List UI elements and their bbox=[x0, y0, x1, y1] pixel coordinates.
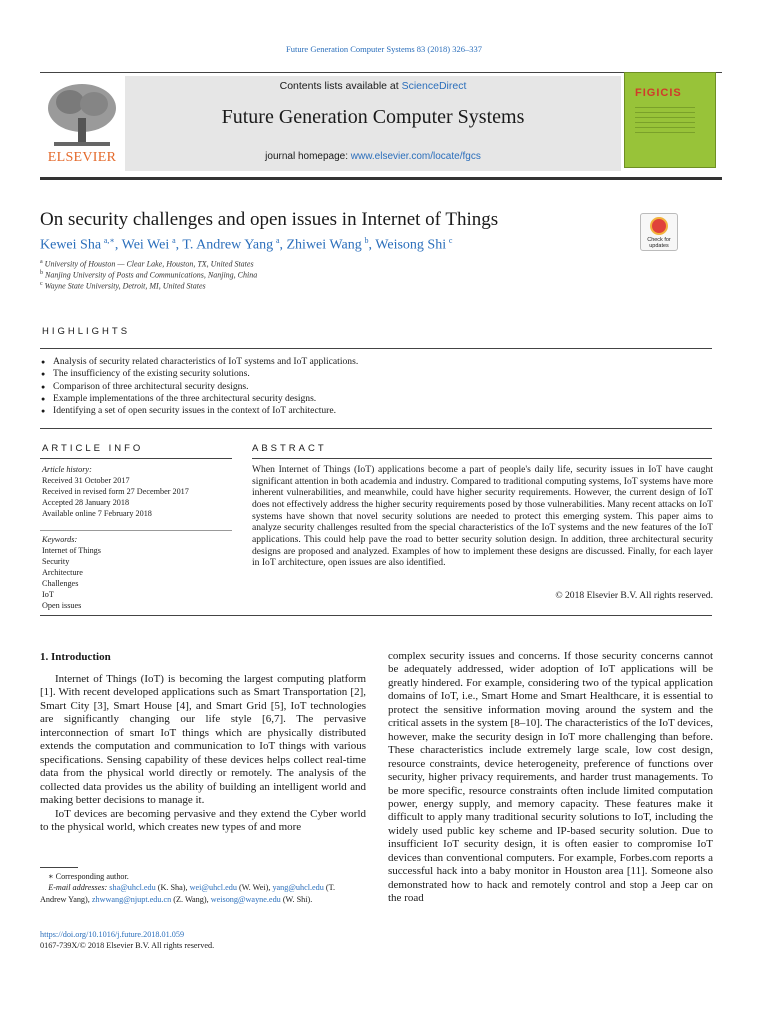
check-for-updates-badge[interactable] bbox=[640, 213, 678, 251]
highlights-rule bbox=[40, 348, 712, 349]
email-owner: (Z. Wang), bbox=[173, 894, 209, 904]
affiliation bbox=[40, 270, 257, 280]
highlights-list bbox=[40, 356, 358, 417]
article-title: On security challenges and open issues in Internet of Things bbox=[40, 209, 499, 230]
email-owner: (W. Wei), bbox=[238, 883, 271, 892]
history-label: Article history: bbox=[42, 465, 92, 474]
front-matter-rule bbox=[40, 615, 712, 616]
contents-available bbox=[125, 80, 621, 92]
affiliation bbox=[40, 281, 206, 291]
paragraph: complex security issues and concerns. If those security concerns cannot be adequately addressed, wider adoption of IoT applications will be greatly hindered. For example, considering two of the typical application domains of IoT, i.e., Smart Home and Smart Healthcare, it is essential to protect the sensitive information moving around the system and the critical assets in the system [8–10]. The characteristics of the IoT devices, however, make the security design in IoT more challenging than before. These characteristics include extremely large scale, low cost design, resource constraints, device heterogeneity, preference of functions over security, higher privacy requirements, and harder trust managements. To be more specific, resource constraints often include limited computation power, energy supply, and memory capacity. These features make it difficult to apply many traditional security solutions to IoT, including the widely used public key scheme and IP-based security solution. Due to insufficient IoT security design, it is often easier to compromise IoT devices than conventional computers. For example, Forbes.com reports a successful hack into a baby monitor in Houston area [11]. Someone also demonstrated how to hack and remotely control and stop a Jeep car on the road bbox=[388, 650, 713, 905]
author-affil-mark[interactable]: c bbox=[448, 236, 453, 245]
email-owner: (K. Sha), bbox=[157, 883, 188, 892]
journal-name: Future Generation Computer Systems bbox=[221, 106, 525, 128]
homepage-link[interactable]: www.elsevier.com/locate/fgcs bbox=[350, 151, 481, 162]
author-name[interactable]: Zhiwei Wang bbox=[286, 237, 362, 253]
list-item: ● The insufficiency of the existing security solutions. bbox=[40, 368, 358, 380]
issn-copyright: 0167-739X/© 2018 Elsevier B.V. All rights reserved. bbox=[40, 941, 215, 950]
sciencedirect-link[interactable]: ScienceDirect bbox=[401, 80, 467, 92]
keywords bbox=[42, 534, 101, 611]
corresponding-author-note: ∗ Corresponding author. bbox=[48, 872, 129, 881]
affil-mark: c bbox=[40, 281, 43, 287]
author-name[interactable]: Weisong Shi bbox=[375, 237, 447, 253]
email-link[interactable]: zhwwang@njupt.edu.cn bbox=[91, 894, 172, 904]
keywords-rule bbox=[40, 530, 232, 531]
email-link[interactable]: sha@uhcl.edu bbox=[109, 883, 156, 892]
doi-link[interactable]: https://doi.org/10.1016/j.future.2018.01.059 bbox=[40, 930, 185, 939]
cover-title: FIGICIS bbox=[635, 87, 682, 99]
homepage-prefix: journal homepage: bbox=[265, 151, 351, 162]
affiliation bbox=[40, 259, 254, 269]
article-history bbox=[42, 464, 189, 519]
affil-text: Nanjing University of Posts and Communications, Nanjing, China bbox=[45, 270, 258, 280]
affil-text: Wayne State University, Detroit, MI, United States bbox=[44, 281, 206, 291]
cover-decoration bbox=[635, 107, 695, 137]
history-entry: Available online 7 February 2018 bbox=[42, 509, 152, 518]
check-updates-label: Check for updates bbox=[647, 237, 671, 249]
keyword: Challenges bbox=[42, 579, 79, 588]
list-item: ● Analysis of security related characteristics of IoT systems and IoT applications. bbox=[40, 356, 358, 368]
author-name[interactable]: Kewei Sha bbox=[40, 237, 102, 253]
header-bottom-rule bbox=[40, 177, 722, 180]
right-column bbox=[388, 650, 713, 906]
publisher-wordmark: ELSEVIER bbox=[47, 150, 117, 165]
keyword: Architecture bbox=[42, 568, 83, 577]
author-name[interactable]: T. Andrew Yang bbox=[182, 237, 274, 253]
keyword: Security bbox=[42, 557, 70, 566]
left-column bbox=[40, 673, 366, 834]
affil-text: University of Houston — Clear Lake, Houston, TX, United States bbox=[44, 259, 254, 269]
email-link[interactable]: wei@uhcl.edu bbox=[189, 883, 237, 892]
contents-prefix: Contents lists available at bbox=[279, 80, 402, 92]
author-affil-mark[interactable]: b bbox=[364, 236, 369, 245]
update-icon bbox=[650, 217, 668, 235]
abstract-rule bbox=[252, 458, 712, 459]
paragraph: Internet of Things (IoT) is becoming the largest computing platform [1]. With recent developed applications such as Smart Transportation [2], Smart City [3], Smart House [4], and Smart Grid [5], IoT technologies are significantly changing our life style [6,7]. The pervasive interconnection of smart IoT things which are physically distributed extends the computation and communication to IoT things with various specifications. Sensing capability of these devices helps collect real-time data from the physical world directly or remotely. The analysis of the collected data provides us the ability of building an intelligent world and making better decisions to manage it. bbox=[40, 673, 366, 807]
list-item: ● Example implementations of the three architectural security designs. bbox=[40, 393, 358, 405]
author-affil-mark[interactable]: a bbox=[172, 236, 176, 245]
author-list: Kewei Sha $^{a,∗}$, Wei Wei $^a$, T. Andrew Yang $^a$, Zhiwei Wang $^b$, Weisong Shi $^c$ bbox=[40, 236, 453, 253]
highlights-heading: HIGHLIGHTS bbox=[42, 326, 131, 337]
journal-homepage bbox=[125, 151, 621, 162]
keyword: Open issues bbox=[42, 601, 82, 610]
abstract-copyright: © 2018 Elsevier B.V. All rights reserved. bbox=[555, 590, 713, 601]
author-affil-mark[interactable]: a,∗ bbox=[103, 236, 115, 245]
list-item: ● Comparison of three architectural security designs. bbox=[40, 381, 358, 393]
highlights-bottom-rule bbox=[40, 428, 712, 429]
list-item: ● Identifying a set of open security issues in the context of IoT architecture. bbox=[40, 405, 358, 417]
abstract-heading: ABSTRACT bbox=[252, 443, 327, 454]
email-addresses bbox=[40, 882, 360, 905]
email-owner: (W. Shi). bbox=[282, 894, 313, 904]
paragraph: IoT devices are becoming pervasive and they extend the Cyber world to the physical world, which creates new types of and more bbox=[40, 807, 366, 833]
author-name[interactable]: Wei Wei bbox=[121, 237, 170, 253]
email-owner: (T. Andrew Yang), bbox=[40, 883, 336, 904]
author-affil-mark[interactable]: a bbox=[275, 236, 280, 245]
abstract-text: When Internet of Things (IoT) applications become a part of people's daily life, security issues in IoT have caught significant attention in both academia and industry. Compared to traditional computing systems, IoT systems have more inherent vulnerabilities, and meanwhile, could have higher security requirements. However, the current design of IoT does not effectively address the higher security requirements posed by those vulnerabilities. Many recent attacks on IoT systems have shown that novel security solutions are needed to protect this emerging system. This paper aims to analyze security challenges resulted from the special characteristics of the IoT systems and the new features of the IoT applications. This could help pave the road to better security solution design. In addition, three architectural security designs are proposed and analyzed. Examples of how to implement these designs are discussed. Finally, for each layer in IoT architecture, open issues are also identified. bbox=[252, 464, 713, 569]
history-entry: Received in revised form 27 December 2017 bbox=[42, 487, 189, 496]
article-info-rule bbox=[40, 458, 232, 459]
history-entry: Accepted 28 January 2018 bbox=[42, 498, 130, 507]
journal-cover-thumbnail[interactable] bbox=[624, 72, 716, 168]
affil-mark: a bbox=[40, 259, 43, 265]
keywords-label: Keywords: bbox=[42, 535, 78, 544]
email-label: E-mail addresses: bbox=[48, 883, 108, 892]
header-top-rule bbox=[40, 72, 722, 73]
history-entry: Received 31 October 2017 bbox=[42, 476, 130, 485]
affil-mark: b bbox=[40, 270, 43, 276]
section-heading: 1. Introduction bbox=[40, 651, 111, 663]
email-link[interactable]: weisong@wayne.edu bbox=[210, 894, 281, 904]
keyword: IoT bbox=[42, 590, 54, 599]
keyword: Internet of Things bbox=[42, 546, 101, 555]
footnote-rule bbox=[40, 867, 78, 868]
article-info-heading: ARTICLE INFO bbox=[42, 443, 144, 454]
journal-citation[interactable]: Future Generation Computer Systems 83 (2018) 326–337 bbox=[286, 44, 482, 54]
email-link[interactable]: yang@uhcl.edu bbox=[272, 883, 324, 892]
